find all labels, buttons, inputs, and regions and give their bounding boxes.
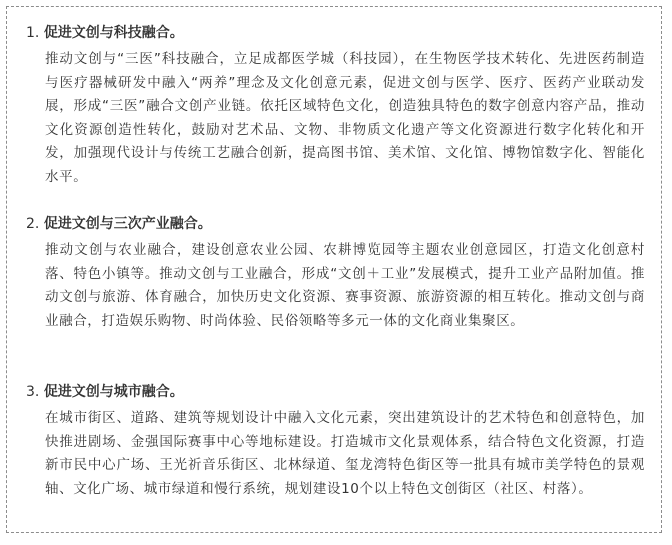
section-city-integration — [26, 383, 648, 501]
section-number: 1. — [26, 25, 40, 41]
section-tech-integration — [26, 24, 648, 189]
section-body: 推动文创与农业融合，建设创意农业公园、农耕博览园等主题农业创意园区，打造文化创意村落、特色小镇等。推动文创与工业融合，形成“文创＋工业”发展模式，提升工业产品附加值。推动文创与旅游、体育融合，加快历史文化资源、赛事资源、旅游资源的相互转化。推动文创与商业融合，打造娱乐购物、时尚体验、民俗领略等多元一体的文化商业集聚区。 — [45, 242, 645, 329]
section-title: 促进文创与三次产业融合。 — [43, 216, 212, 232]
section-industry-integration — [26, 215, 648, 333]
section-heading — [26, 24, 648, 42]
section-title: 促进文创与科技融合。 — [43, 25, 184, 41]
section-heading — [26, 215, 648, 233]
section-body: 推动文创与“三医”科技融合，立足成都医学城（科技园），在生物医学技术转化、先进医药制造与医疗器械研发中融入“两养”理念及文化创意元素，促进文创与医学、医疗、医药产业联动发展，形成“三医”融合文创产业链。依托区域特色文化，创造独具特色的数字创意内容产品，推动文化资源创造性转化，鼓励对艺术品、文物、非物质文化遗产等文化资源进行数字化转化和开发，加强现代设计与传统工艺融合创新，提高图书馆、美术馆、文化馆、博物馆数字化、智能化水平。 — [45, 51, 645, 185]
section-number: 3. — [26, 384, 40, 400]
section-body: 在城市街区、道路、建筑等规划设计中融入文化元素，突出建筑设计的艺术特色和创意特色，加快推进剧场、金强国际赛事中心等地标建设。打造城市文化景观体系，结合特色文化资源，打造新市民中心广场、王光祈音乐街区、北林绿道、玺龙湾特色街区等一批具有城市美学特色的景观轴、文化广场、城市绿道和慢行系统，规划建设10个以上特色文创街区（社区、村落）。 — [45, 410, 645, 497]
section-heading — [26, 383, 648, 401]
section-title: 促进文创与城市融合。 — [43, 384, 184, 400]
section-number: 2. — [26, 216, 40, 232]
